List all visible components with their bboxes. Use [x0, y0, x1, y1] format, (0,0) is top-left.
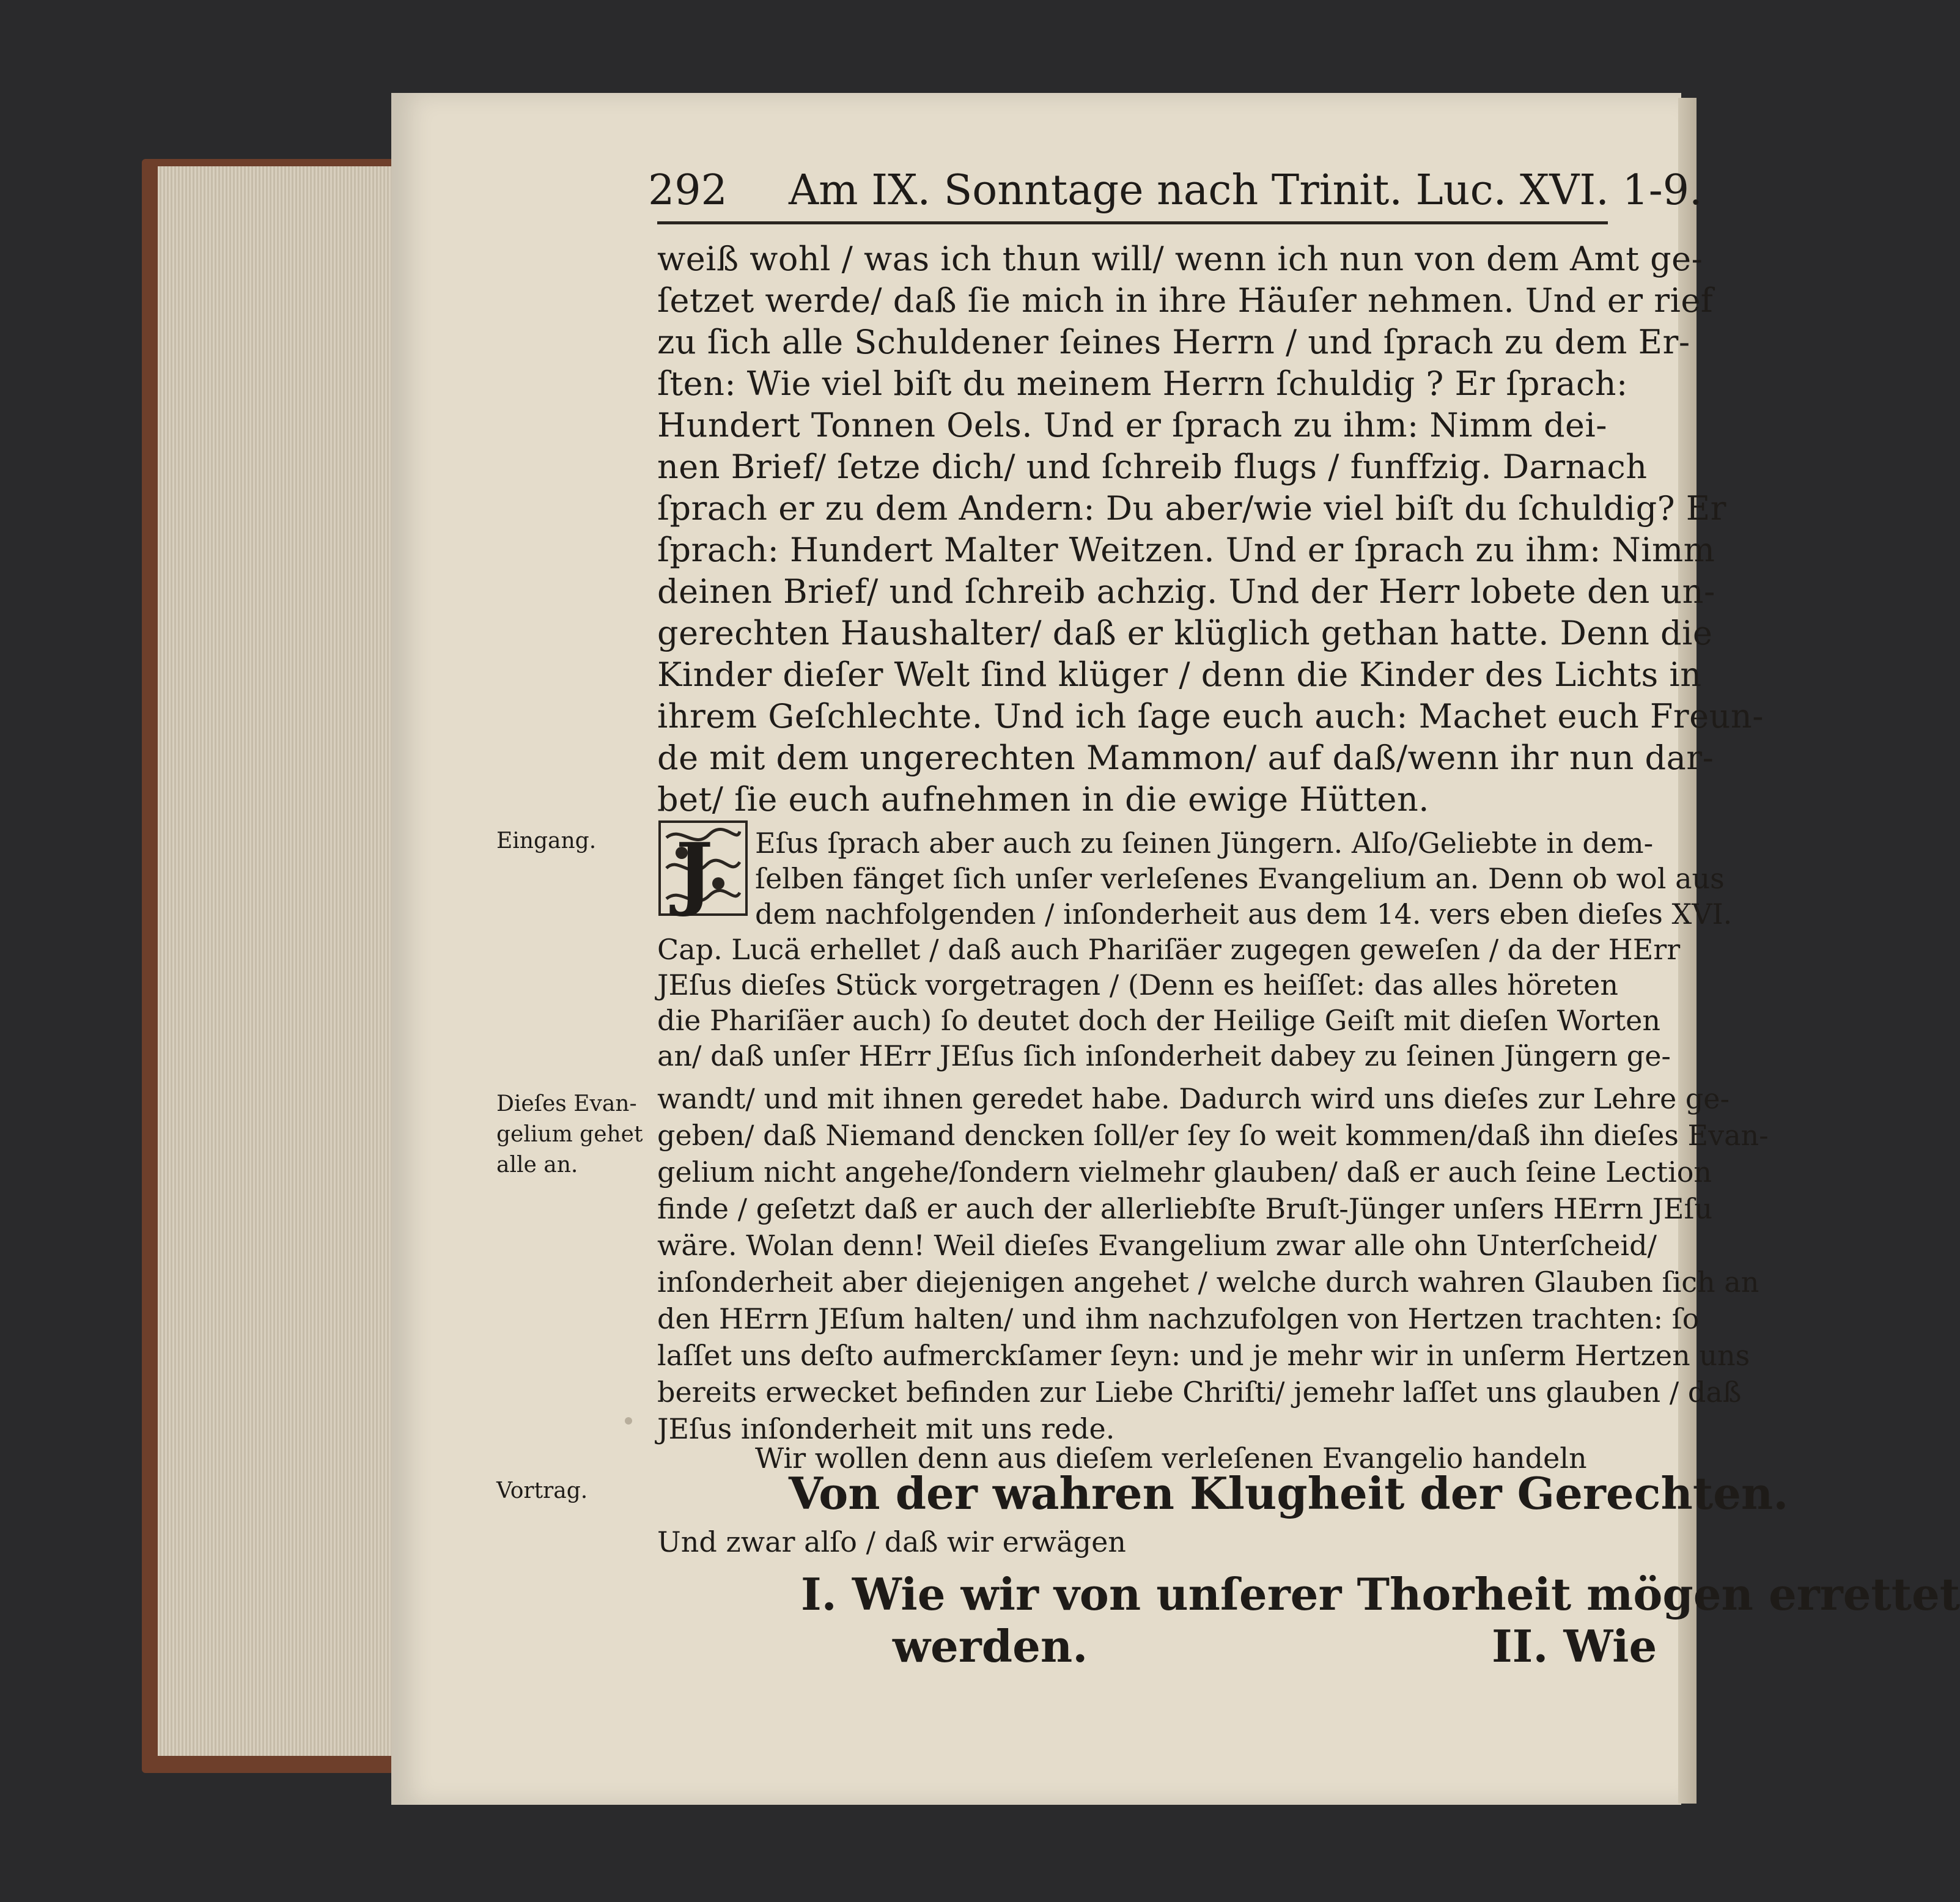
- header-rule: [657, 221, 1608, 224]
- part-one-line2: werden.: [893, 1620, 1088, 1672]
- gospel-line: ſprach er zu dem Andern: Du aber/wie viel biſt du ſchuldig? Er: [657, 489, 1726, 528]
- margin-note-eingang: Eingang.: [496, 828, 597, 853]
- gospel-line: ihrem Geſchlechte. Und ich ſage euch auch: Machet euch Freun-: [657, 697, 1764, 735]
- intro-line: die Phariſäer auch) ſo deutet doch der Heilige Geiſt mit dieſen Worten: [657, 1004, 1660, 1037]
- gospel-line: bet/ ſie euch aufnehmen in die ewige Hütten.: [657, 780, 1429, 819]
- transition-line: Wir wollen denn aus dieſem verleſenen Evangelio handeln: [755, 1442, 1587, 1475]
- intro-line: Eſus ſprach aber auch zu ſeinen Jüngern. Alſo/Geliebte in dem-: [755, 827, 1654, 860]
- gospel-line: de mit dem ungerechten Mammon/ auf daß/wenn ihr nun dar-: [657, 739, 1714, 777]
- intro-line: laſſet uns deſto aufmerckſamer ſeyn: und je mehr wir in unſerm Hertzen uns: [657, 1339, 1750, 1372]
- running-title: Am IX. Sonntage nach Trinit. Luc. XVI. 1-9.: [789, 166, 1703, 215]
- gospel-line: ſten: Wie viel biſt du meinem Herrn ſchuldig ? Er ſprach:: [657, 364, 1628, 403]
- gospel-line: gerechten Haushalter/ daß er klüglich gethan hatte. Denn die: [657, 614, 1713, 652]
- margin-note-dieses-1: Dieſes Evan-: [496, 1091, 637, 1116]
- gospel-line: ſetzet werde/ daß ſie mich in ihre Häuſer nehmen. Und er rief: [657, 281, 1714, 320]
- gospel-line: deinen Brief/ und ſchreib achzig. Und der Herr lobete den un-: [657, 572, 1715, 611]
- intro-line: inſonderheit aber diejenigen angehet / welche durch wahren Glauben ſich an: [657, 1266, 1759, 1299]
- intro-line: gelium nicht angehe/ſondern vielmehr glauben/ daß er auch ſeine Lection: [657, 1156, 1712, 1189]
- margin-note-vortrag: Vortrag.: [496, 1478, 588, 1503]
- page-header: [648, 158, 1703, 219]
- gospel-line: Kinder dieſer Welt ſind klüger / denn die Kinder des Lichts in: [657, 655, 1702, 694]
- dropcap-ornament: [657, 819, 749, 917]
- division-intro: Und zwar alſo / daß wir erwägen: [657, 1525, 1126, 1558]
- page-number: 292: [648, 166, 728, 215]
- intro-line: ſelben fänget ſich unſer verleſenes Evangelium an. Denn ob wol aus: [755, 862, 1725, 895]
- page-edges: [158, 166, 402, 1756]
- intro-line: bereits erwecket befinden zur Liebe Chriſti/ jemehr laſſet uns glauben / daß: [657, 1376, 1742, 1409]
- catchword: II. Wie: [1492, 1620, 1657, 1672]
- intro-line: dem nachfolgenden / inſonderheit aus dem 14. vers eben dieſes XVI.: [755, 898, 1733, 931]
- intro-line: wäre. Wolan denn! Weil dieſes Evangelium zwar alle ohn Unterſcheid/: [657, 1229, 1657, 1262]
- part-one-line1: I. Wie wir von unſerer Thorheit mögen errettet: [801, 1568, 1960, 1620]
- margin-note-dieses-3: alle an.: [496, 1152, 578, 1178]
- intro-line: wandt/ und mit ihnen geredet habe. Dadurch wird uns dieſes zur Lehre ge-: [657, 1082, 1730, 1115]
- intro-line: JEſus dieſes Stück vorgetragen / (Denn es heiſſet: das alles höreten: [657, 968, 1618, 1001]
- gospel-line: Hundert Tonnen Oels. Und er ſprach zu ihm: Nimm dei-: [657, 406, 1608, 444]
- paper-speck: [625, 1417, 632, 1425]
- gospel-line: ſprach: Hundert Malter Weitzen. Und er ſprach zu ihm: Nimm: [657, 531, 1715, 569]
- gospel-line: zu ſich alle Schuldener ſeines Herrn / und ſprach zu dem Er-: [657, 323, 1690, 361]
- intro-line: Cap. Lucä erhellet / daß auch Phariſäer zugegen geweſen / da der HErr: [657, 933, 1681, 966]
- intro-line: JEſus inſonderheit mit uns rede.: [657, 1412, 1115, 1445]
- intro-line: geben/ daß Niemand dencken ſoll/er ſey ſo weit kommen/daß ihn dieſes Evan-: [657, 1119, 1769, 1152]
- margin-note-dieses-2: gelium gehet: [496, 1122, 643, 1147]
- intro-line: den HErrn JEſum halten/ und ihm nachzufolgen von Hertzen trachten: ſo: [657, 1302, 1700, 1335]
- gospel-line: nen Brief/ ſetze dich/ und ſchreib flugs / funffzig. Darnach: [657, 448, 1648, 486]
- theme-title: Von der wahren Klugheit der Gerechten.: [789, 1467, 1789, 1519]
- gospel-line: weiß wohl / was ich thun will/ wenn ich nun von dem Amt ge-: [657, 240, 1703, 278]
- intro-line: an/ daß unſer HErr JEſus ſich inſonderheit dabey zu ſeinen Jüngern ge-: [657, 1039, 1671, 1072]
- intro-line: finde / geſetzt daß er auch der allerliebſte Bruſt-Jünger unſers HErrn JEſu: [657, 1192, 1713, 1225]
- dropcap-letter: J: [676, 825, 713, 919]
